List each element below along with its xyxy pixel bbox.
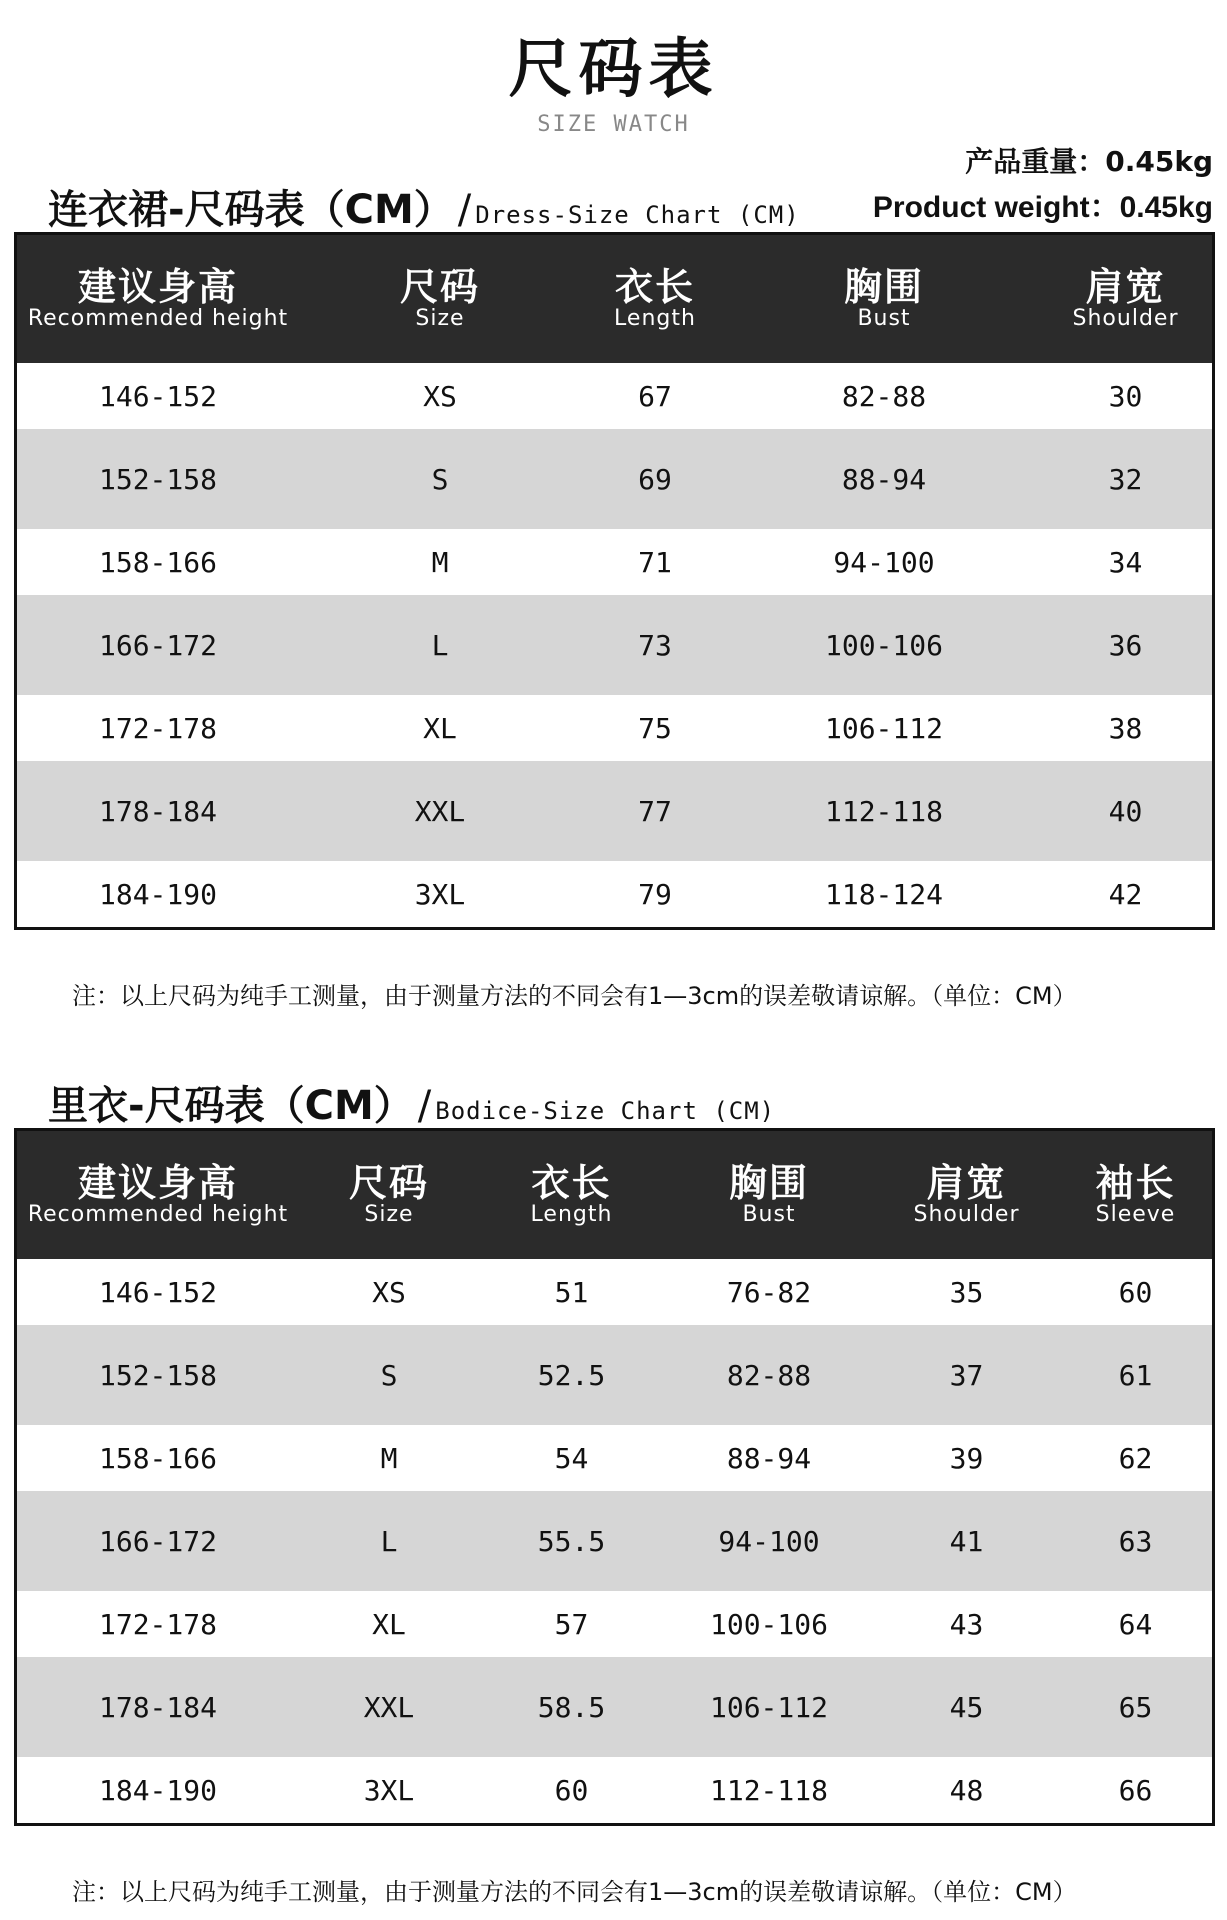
table-cell: 106-112 [824, 711, 943, 745]
column-header-en: Recommended height [27, 1202, 289, 1227]
table-row [17, 595, 1212, 695]
table-cell: 94-100 [718, 1524, 820, 1558]
table-cell: 39 [949, 1441, 984, 1475]
table-cell: 36 [1108, 628, 1143, 662]
dress-title-cn: 连衣裙-尺码表（CM） [48, 187, 454, 233]
column-header-cn: 衣长 [531, 1161, 612, 1205]
table-cell: 75 [638, 711, 672, 745]
dress-table-body [17, 363, 1212, 927]
column-header-en: Sleeve [1095, 1202, 1176, 1227]
table-row [17, 761, 1212, 861]
table-cell: M [431, 545, 449, 579]
table-cell: XS [423, 379, 457, 413]
table-row [17, 363, 1212, 429]
table-cell: 43 [949, 1607, 984, 1641]
table-cell: 152-158 [98, 462, 217, 496]
column-header-en: Bust [742, 1202, 796, 1227]
table-cell: L [431, 628, 449, 662]
product-weight-en: Product weight：0.45kg [872, 191, 1213, 224]
table-row [17, 429, 1212, 529]
table-cell: 67 [638, 379, 672, 413]
table-cell: 184-190 [98, 1773, 217, 1807]
bodice-size-table [14, 1128, 1215, 1826]
table-cell: 82-88 [726, 1358, 812, 1392]
column-header-cn: 尺码 [399, 265, 480, 309]
table-cell: 66 [1118, 1773, 1153, 1807]
bodice-section-title [48, 1074, 775, 1131]
column-header-en: Shoulder [913, 1202, 1020, 1227]
table-cell: 100-106 [709, 1607, 828, 1641]
table-cell: 112-118 [709, 1773, 828, 1807]
dress-note: 注：以上尺码为纯手工测量，由于测量方法的不同会有1—3cm的误差敬请谅解。（单位：CM） [72, 982, 1077, 1010]
table-cell: 79 [638, 877, 672, 911]
table-cell: 34 [1108, 545, 1143, 579]
table-cell: 73 [638, 628, 672, 662]
table-cell: 166-172 [98, 1524, 217, 1558]
table-row [17, 695, 1212, 761]
table-cell: 69 [638, 462, 672, 496]
bodice-column-header [17, 1131, 299, 1259]
table-cell: 112-118 [824, 794, 943, 828]
table-row [17, 1491, 1212, 1591]
table-cell: 106-112 [709, 1690, 828, 1724]
table-cell: 55.5 [537, 1524, 606, 1558]
table-cell: 42 [1108, 877, 1143, 911]
table-cell: 94-100 [833, 545, 935, 579]
table-cell: 178-184 [98, 1690, 217, 1724]
table-cell: 63 [1118, 1524, 1153, 1558]
table-cell: 54 [554, 1441, 589, 1475]
table-cell: 57 [554, 1607, 589, 1641]
dress-column-header [17, 235, 299, 363]
dress-column-header [581, 235, 729, 363]
table-cell: 146-152 [98, 379, 217, 413]
bodice-column-header [479, 1131, 664, 1259]
table-row [17, 861, 1212, 927]
table-row [17, 1425, 1212, 1491]
table-cell: 152-158 [98, 1358, 217, 1392]
table-cell: 45 [949, 1690, 984, 1724]
column-header-cn: 肩宽 [926, 1161, 1007, 1205]
table-cell: XL [372, 1607, 406, 1641]
table-cell: XXL [414, 794, 466, 828]
table-cell: 100-106 [824, 628, 943, 662]
column-header-cn: 袖长 [1095, 1161, 1176, 1205]
dress-column-header [299, 235, 581, 363]
table-cell: 30 [1108, 379, 1143, 413]
column-header-en: Size [415, 306, 465, 331]
column-header-cn: 建议身高 [77, 1161, 238, 1205]
dress-column-header [729, 235, 1039, 363]
table-row [17, 1591, 1212, 1657]
table-cell: 65 [1118, 1690, 1153, 1724]
bodice-column-header [874, 1131, 1059, 1259]
table-cell: M [380, 1441, 398, 1475]
column-header-cn: 胸围 [843, 265, 924, 309]
table-cell: 158-166 [98, 1441, 217, 1475]
table-cell: 71 [638, 545, 672, 579]
table-cell: 35 [949, 1275, 984, 1309]
column-header-en: Recommended height [27, 306, 289, 331]
dress-title-separator: / [457, 187, 472, 233]
column-header-en: Bust [857, 306, 911, 331]
table-cell: 88-94 [726, 1441, 812, 1475]
table-cell: 3XL [363, 1773, 415, 1807]
table-cell: XS [372, 1275, 406, 1309]
table-row [17, 1325, 1212, 1425]
table-row [17, 1757, 1212, 1823]
table-row [17, 1259, 1212, 1325]
column-header-en: Shoulder [1072, 306, 1179, 331]
product-weight-cn: 产品重量：0.45kg [965, 145, 1213, 178]
table-cell: 37 [949, 1358, 984, 1392]
table-cell: 32 [1108, 462, 1143, 496]
table-cell: XL [423, 711, 457, 745]
dress-table-header [17, 235, 1212, 363]
table-cell: 60 [554, 1773, 589, 1807]
table-row [17, 529, 1212, 595]
column-header-cn: 衣长 [614, 265, 695, 309]
table-cell: 88-94 [841, 462, 927, 496]
bodice-title-separator: / [417, 1083, 432, 1129]
bodice-table-header [17, 1131, 1212, 1259]
column-header-cn: 建议身高 [77, 265, 238, 309]
column-header-en: Length [530, 1202, 613, 1227]
page-title: 尺码表 [508, 32, 719, 107]
table-cell: 77 [638, 794, 672, 828]
column-header-en: Size [364, 1202, 414, 1227]
bodice-column-header [299, 1131, 479, 1259]
bodice-table-body [17, 1259, 1212, 1823]
bodice-note: 注：以上尺码为纯手工测量，由于测量方法的不同会有1—3cm的误差敬请谅解。（单位：CM） [72, 1878, 1077, 1906]
column-header-cn: 胸围 [728, 1161, 809, 1205]
table-cell: 60 [1118, 1275, 1153, 1309]
table-cell: 38 [1108, 711, 1143, 745]
table-cell: 3XL [414, 877, 466, 911]
table-cell: 76-82 [726, 1275, 812, 1309]
table-cell: XXL [363, 1690, 415, 1724]
table-cell: 82-88 [841, 379, 927, 413]
table-cell: S [431, 462, 449, 496]
dress-column-header [1039, 235, 1212, 363]
table-cell: 178-184 [98, 794, 217, 828]
table-cell: 62 [1118, 1441, 1153, 1475]
table-cell: 118-124 [824, 877, 943, 911]
table-cell: 51 [554, 1275, 589, 1309]
column-header-cn: 尺码 [348, 1161, 429, 1205]
table-cell: 184-190 [98, 877, 217, 911]
table-cell: 40 [1108, 794, 1143, 828]
table-cell: 41 [949, 1524, 984, 1558]
table-cell: 48 [949, 1773, 984, 1807]
column-header-cn: 肩宽 [1085, 265, 1166, 309]
table-cell: 158-166 [98, 545, 217, 579]
table-cell: 172-178 [98, 711, 217, 745]
table-row [17, 1657, 1212, 1757]
bodice-title-en: Bodice-Size Chart (CM) [435, 1097, 776, 1125]
table-cell: 52.5 [537, 1358, 606, 1392]
bodice-column-header [664, 1131, 874, 1259]
table-cell: 64 [1118, 1607, 1153, 1641]
table-cell: S [380, 1358, 398, 1392]
dress-section-title [48, 178, 800, 235]
table-cell: 166-172 [98, 628, 217, 662]
dress-title-en: Dress-Size Chart (CM) [475, 201, 800, 229]
dress-size-table [14, 232, 1215, 930]
column-header-en: Length [614, 306, 696, 331]
page-subtitle: SIZE WATCH [537, 112, 690, 137]
table-cell: 146-152 [98, 1275, 217, 1309]
table-cell: 61 [1118, 1358, 1153, 1392]
table-cell: 58.5 [537, 1690, 606, 1724]
bodice-title-cn: 里衣-尺码表（CM） [48, 1083, 414, 1129]
bodice-column-header [1059, 1131, 1212, 1259]
table-cell: L [380, 1524, 398, 1558]
table-cell: 172-178 [98, 1607, 217, 1641]
